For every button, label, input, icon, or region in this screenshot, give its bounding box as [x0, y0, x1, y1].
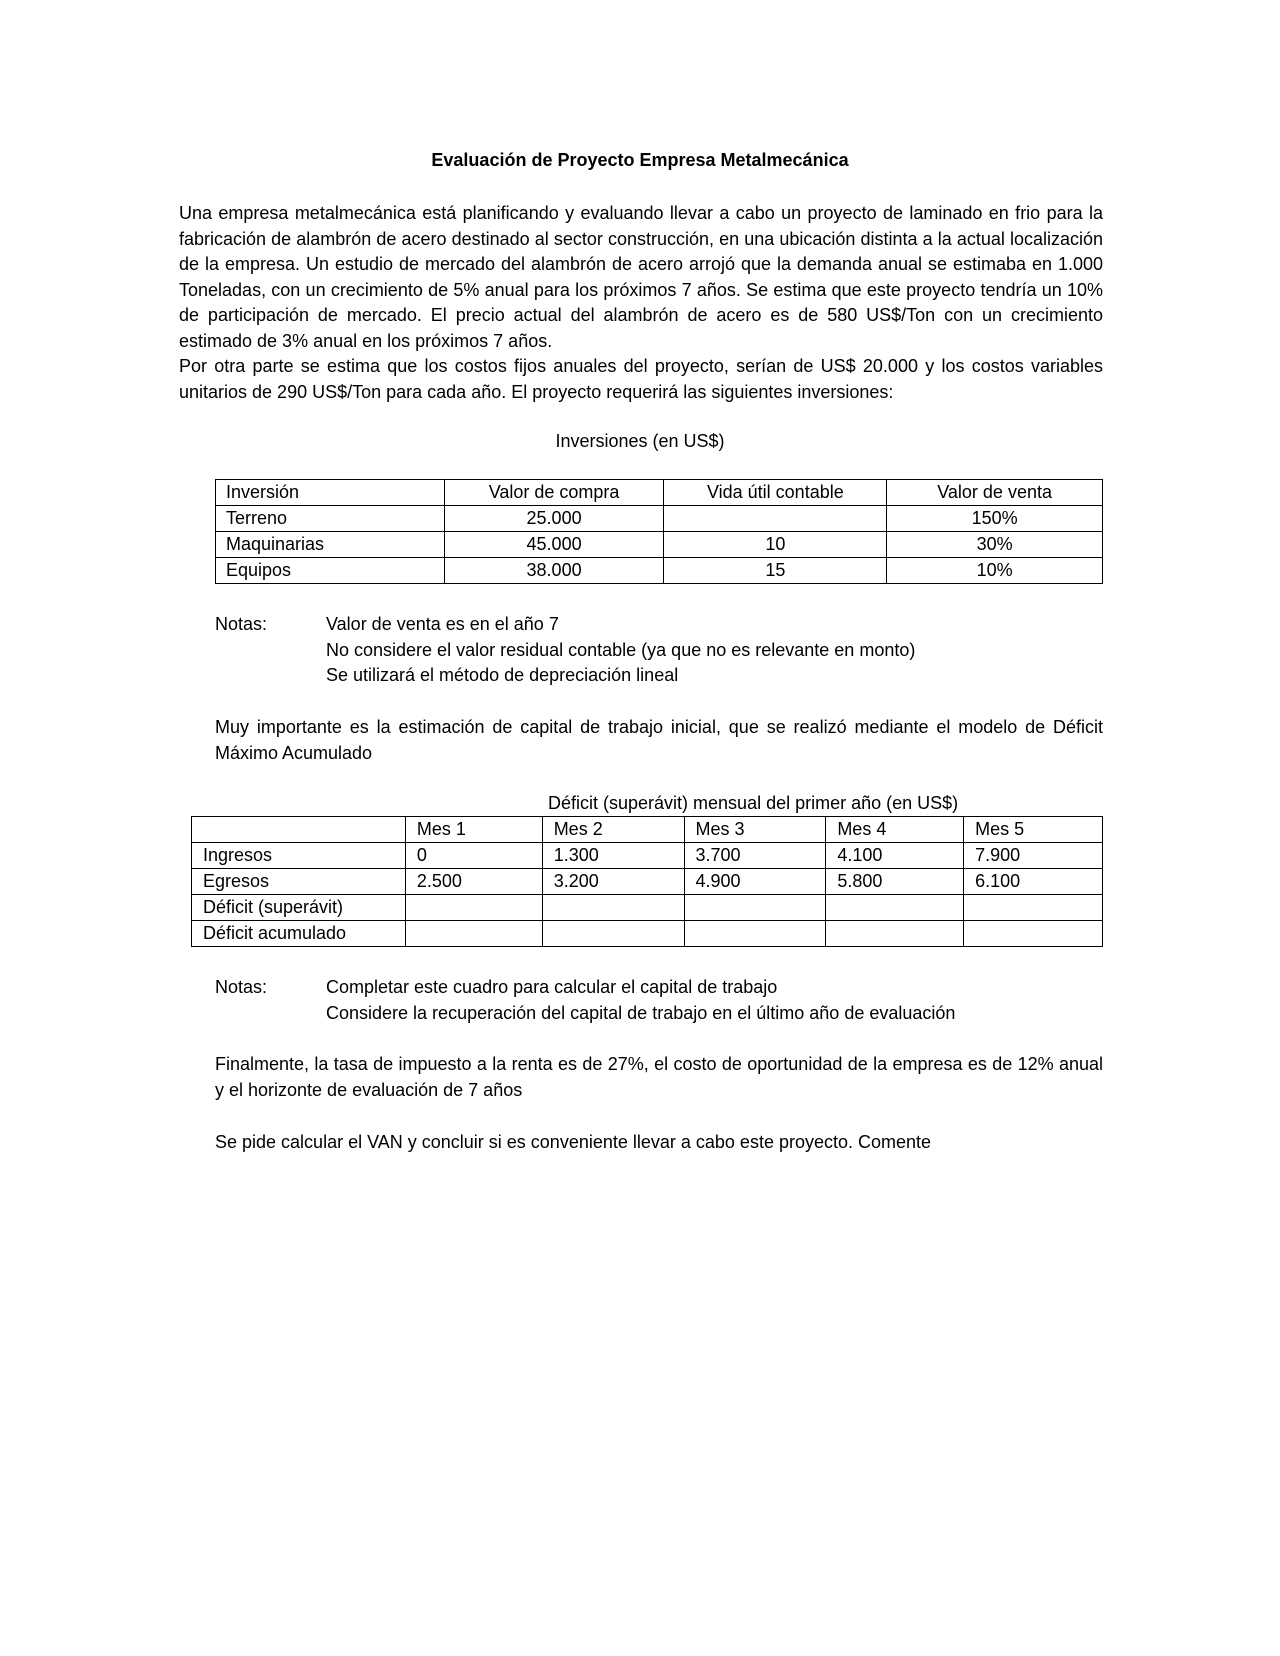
note-item: Completar este cuadro para calcular el capital de trabajo — [326, 977, 778, 997]
table-cell: 25.000 — [444, 506, 664, 532]
empty-cell — [826, 921, 964, 947]
intro-section — [179, 201, 1103, 405]
empty-cell — [542, 921, 684, 947]
table-cell: 6.100 — [964, 869, 1103, 895]
table-cell: 4.100 — [826, 843, 964, 869]
table-cell: 0 — [405, 843, 542, 869]
header-cell: Valor de venta — [887, 480, 1103, 506]
table-row — [192, 921, 1103, 947]
table-row — [216, 532, 1103, 558]
table-cell: 2.500 — [405, 869, 542, 895]
table-cell: 3.200 — [542, 869, 684, 895]
request-paragraph: Se pide calcular el VAN y concluir si es conveniente llevar a cabo este proyecto. Comente — [215, 1132, 932, 1152]
table-cell: 5.800 — [826, 869, 964, 895]
note-item: No considere el valor residual contable (ya que no es relevante en monto) — [326, 639, 916, 660]
notes-label: Notas: — [215, 977, 268, 997]
table-header-row — [216, 480, 1103, 506]
table-cell: 38.000 — [444, 558, 664, 584]
table-cell: 30% — [887, 532, 1103, 558]
table-cell: 3.700 — [684, 843, 826, 869]
investments-table — [215, 479, 1103, 584]
intro-paragraph-2: Por otra parte se estima que los costos fijos anuales del proyecto, serían de US$ 20.000 y los costos variables unitarios de 290 US$/Ton para cada año. El proyecto requerirá las siguientes inversiones: — [179, 356, 1103, 402]
header-cell — [192, 817, 406, 843]
header-cell: Mes 3 — [684, 817, 826, 843]
table-cell: Terreno — [216, 506, 445, 532]
header-cell: Mes 5 — [964, 817, 1103, 843]
finally-paragraph: Finalmente, la tasa de impuesto a la renta es de 27%, el costo de oportunidad de la empresa es de 12% anual y el horizonte de evaluación de 7 años — [215, 1054, 1103, 1100]
table-cell: Egresos — [192, 869, 406, 895]
empty-cell — [405, 895, 542, 921]
table-cell: 7.900 — [964, 843, 1103, 869]
empty-cell — [964, 895, 1103, 921]
table-cell: Déficit acumulado — [192, 921, 406, 947]
table-cell: Equipos — [216, 558, 445, 584]
table-cell: Déficit (superávit) — [192, 895, 406, 921]
empty-cell — [542, 895, 684, 921]
empty-cell — [684, 921, 826, 947]
empty-cell — [405, 921, 542, 947]
deficit-table — [191, 816, 1103, 947]
working-capital-section — [215, 715, 1103, 766]
table-header-row — [192, 817, 1103, 843]
header-cell: Vida útil contable — [664, 480, 887, 506]
investments-caption: Inversiones (en US$) — [555, 431, 725, 451]
table-row — [216, 506, 1103, 532]
working-capital-paragraph: Muy importante es la estimación de capital de trabajo inicial, que se realizó mediante el modelo de Déficit Máximo Acumulado — [215, 717, 1103, 763]
empty-cell — [964, 921, 1103, 947]
header-cell: Mes 1 — [405, 817, 542, 843]
intro-paragraph-1: Una empresa metalmecánica está planificando y evaluando llevar a cabo un proyecto de laminado en frio para la fabricación de alambrón de acero destinado al sector construcción, en una ubicación distinta a la actual localización de la empresa. Un estudio de mercado del alambrón de acero arrojó que la demanda anual se estimaba en 1.000 Toneladas, con un crecimiento de 5% anual para los próximos 7 años. Se estima que este proyecto tendría un 10% de participación de mercado. El precio actual del alambrón de acero es de 580 US$/Ton con un crecimiento estimado de 3% anual en los próximos 7 años. — [179, 203, 1103, 351]
table-cell — [664, 506, 887, 532]
request-section — [215, 1130, 1103, 1156]
table-cell: 150% — [887, 506, 1103, 532]
note-item: Considere la recuperación del capital de trabajo en el último año de evaluación — [326, 1002, 956, 1023]
notes-label: Notas: — [215, 614, 268, 634]
table-cell: 10 — [664, 532, 887, 558]
document-title: Evaluación de Proyecto Empresa Metalmecánica — [431, 150, 849, 170]
table-cell: Ingresos — [192, 843, 406, 869]
finally-section — [215, 1052, 1103, 1103]
table-cell: 15 — [664, 558, 887, 584]
table-cell: 45.000 — [444, 532, 664, 558]
note-item: Se utilizará el método de depreciación lineal — [326, 665, 679, 685]
table-row — [192, 843, 1103, 869]
table-row — [192, 869, 1103, 895]
empty-cell — [826, 895, 964, 921]
header-cell: Mes 4 — [826, 817, 964, 843]
header-cell: Valor de compra — [444, 480, 664, 506]
header-cell: Inversión — [216, 480, 445, 506]
note-item: Valor de venta es en el año 7 — [326, 614, 559, 634]
deficit-caption: Déficit (superávit) mensual del primer año (en US$) — [548, 793, 959, 813]
table-cell: 4.900 — [684, 869, 826, 895]
table-row — [192, 895, 1103, 921]
empty-cell — [684, 895, 826, 921]
table-cell: Maquinarias — [216, 532, 445, 558]
table-cell: 10% — [887, 558, 1103, 584]
table-row — [216, 558, 1103, 584]
header-cell: Mes 2 — [542, 817, 684, 843]
table-cell: 1.300 — [542, 843, 684, 869]
